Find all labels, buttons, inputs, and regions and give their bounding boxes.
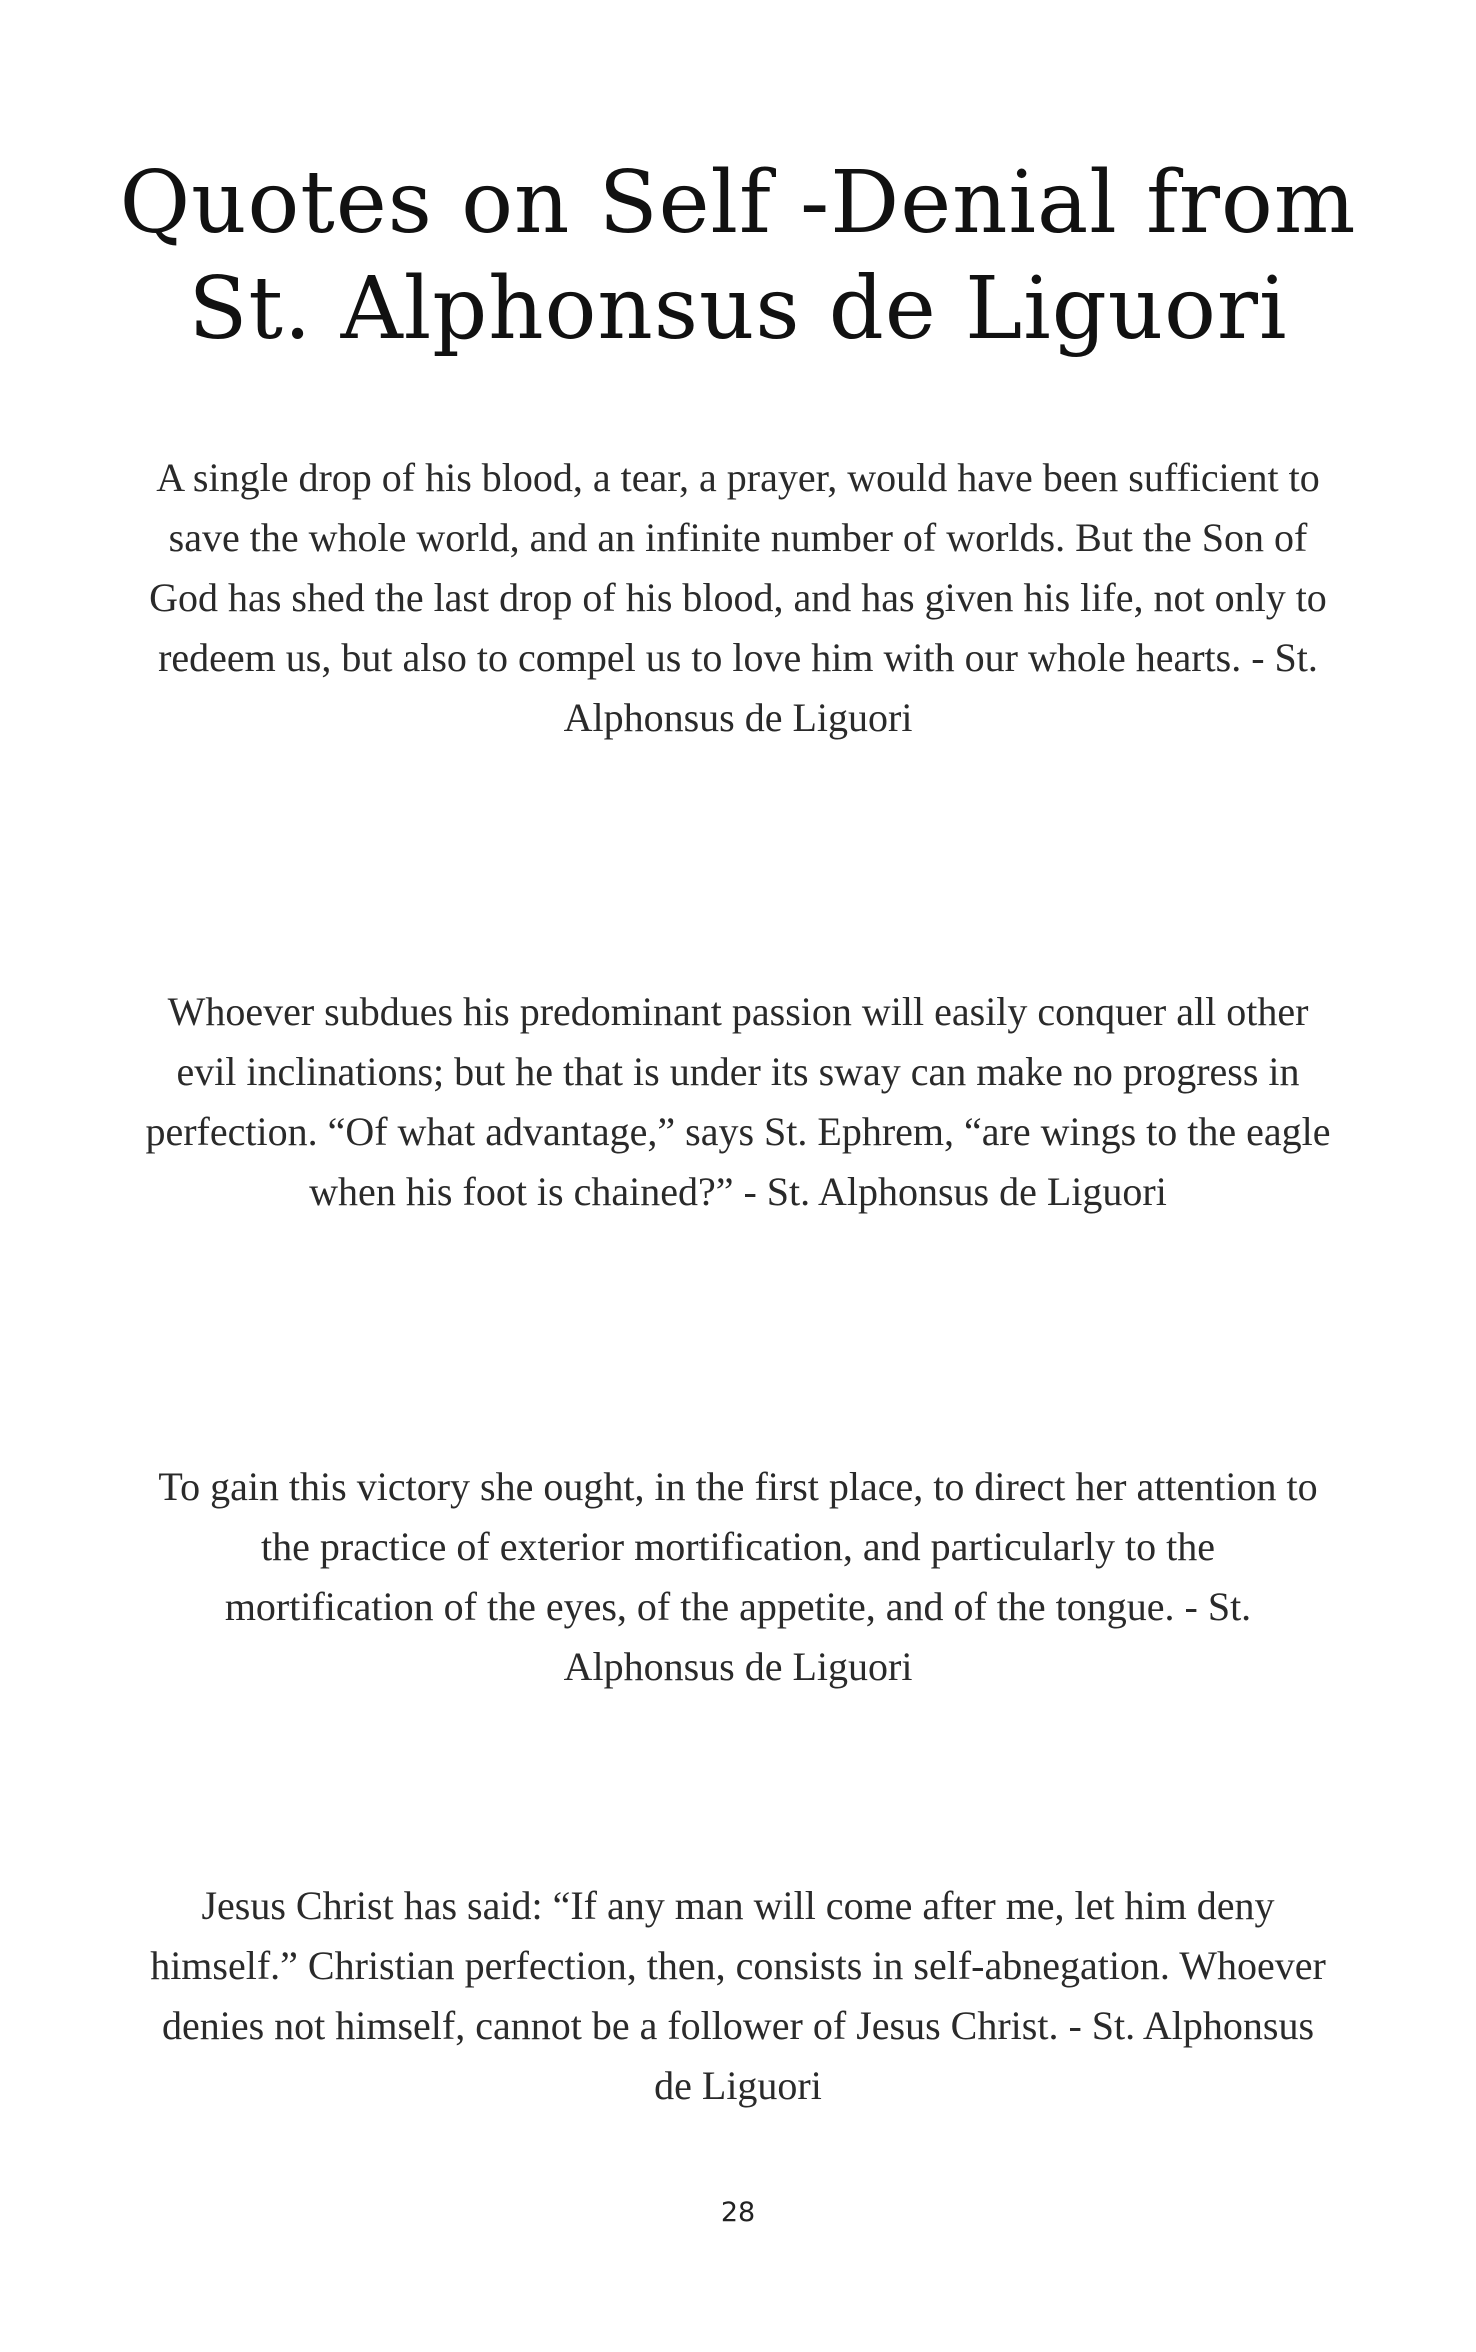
quote-line: himself.” Christian perfection, then, consists in self-abnegation. Whoever [150, 1943, 1326, 1988]
quote-line: A single drop of his blood, a tear, a prayer, would have been sufficient to [156, 455, 1320, 500]
quote-line: mortification of the eyes, of the appetite, and of the tongue. - St. [224, 1584, 1252, 1629]
page-number: 28 [720, 2197, 756, 2228]
quote-line: evil inclinations; but he that is under its sway can make no progress in [176, 1049, 1300, 1094]
quote-line: when his foot is chained?” - St. Alphonsus de Liguori [309, 1169, 1167, 1214]
quote-2 [80, 982, 1396, 1222]
quote-4 [80, 1876, 1396, 2116]
quote-line: save the whole world, and an infinite number of worlds. But the Son of [168, 515, 1308, 560]
quote-1 [80, 448, 1396, 748]
quote-line: Whoever subdues his predominant passion will easily conquer all other [167, 989, 1309, 1034]
quote-line: God has shed the last drop of his blood, and has given his life, not only to [149, 575, 1327, 620]
quote-line: denies not himself, cannot be a follower of Jesus Christ. - St. Alphonsus [161, 2003, 1315, 2048]
page-title [80, 150, 1396, 362]
quote-line: Alphonsus de Liguori [563, 695, 913, 740]
quote-3 [80, 1457, 1396, 1697]
quote-line: Jesus Christ has said: “If any man will come after me, let him deny [201, 1883, 1275, 1928]
quote-line: the practice of exterior mortification, and particularly to the [260, 1524, 1216, 1569]
quote-line: Alphonsus de Liguori [563, 1644, 913, 1689]
quote-line: de Liguori [654, 2063, 822, 2108]
title-line-2: St. Alphonsus de Liguori [188, 259, 1288, 359]
quote-line: redeem us, but also to compel us to love him with our whole hearts. - St. [158, 635, 1318, 680]
quote-line: perfection. “Of what advantage,” says St. Ephrem, “are wings to the eagle [145, 1109, 1331, 1154]
quote-line: To gain this victory she ought, in the first place, to direct her attention to [158, 1464, 1318, 1509]
title-line-1: Quotes on Self -Denial from [119, 153, 1357, 253]
